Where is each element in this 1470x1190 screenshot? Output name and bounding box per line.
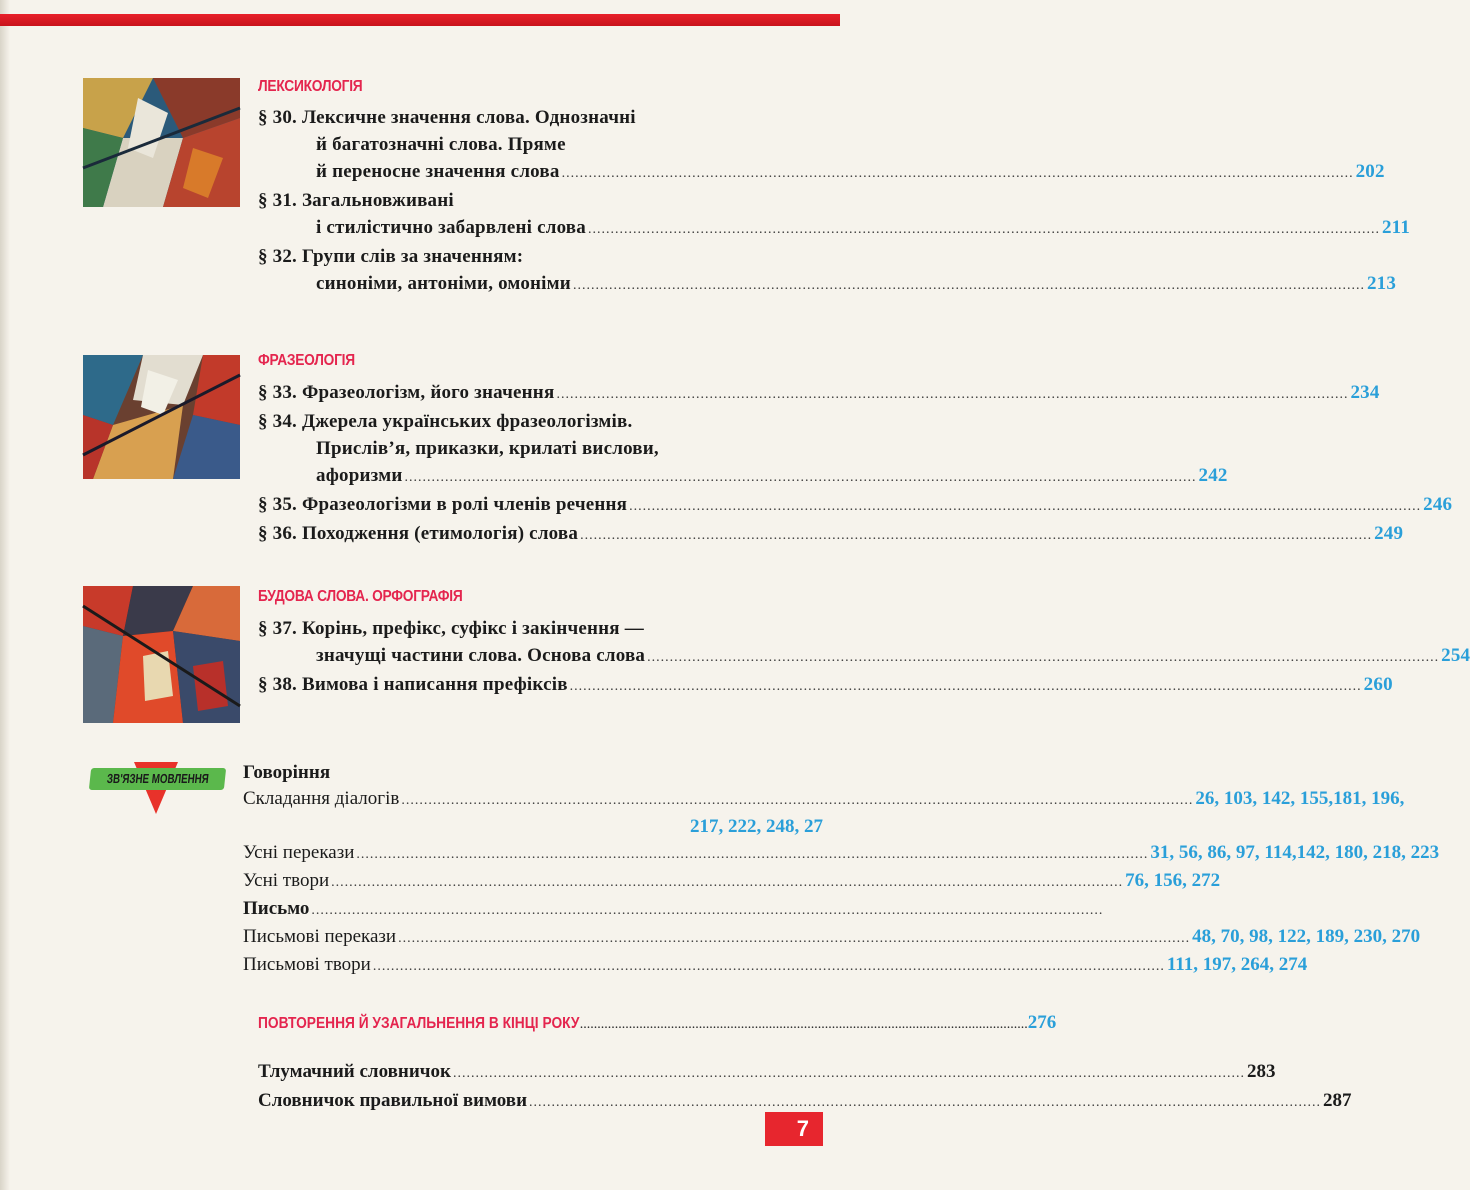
page-ref: 26, 103, 142, 155,181, 196, xyxy=(1195,788,1405,809)
page-edge xyxy=(0,0,10,1190)
toc-entry-37[interactable]: § 37. Корінь, префікс, суфікс і закінчення — значущі частини слова. Основа слова ..... 254 xyxy=(258,615,823,671)
toc-entry-31[interactable]: § 31. Загальновживані і стилістично забарвлені слова ..... 211 xyxy=(258,187,823,243)
section-heading-word-structure: БУДОВА СЛОВА. ОРФОГРАФІЯ xyxy=(258,588,463,605)
glossary-entry[interactable]: Тлумачний словничок ..... 283 xyxy=(258,1058,823,1087)
page-ref: 76, 156, 272 xyxy=(1125,870,1221,891)
appendix-list xyxy=(258,1058,1352,1116)
speech-badge: ЗВ'ЯЗНЕ МОВЛЕННЯ xyxy=(90,762,225,816)
speaking-title: Говоріння xyxy=(243,762,331,783)
top-red-bar xyxy=(0,14,840,26)
page-ref: 217, 222, 248, 27 xyxy=(690,816,823,837)
page-ref: 48, 70, 98, 122, 189, 230, 270 xyxy=(1192,926,1421,947)
toc-entry-32[interactable]: § 32. Групи слів за значенням: синоніми, антоніми, омоніми ..... 213 xyxy=(258,243,823,299)
toc-entry-35[interactable]: § 35. Фразеологізми в ролі членів речення ..... 246 xyxy=(258,491,823,520)
review-entry[interactable]: ПОВТОРЕННЯ Й УЗАГАЛЬНЕННЯ В КІНЦІ РОКУ ................................................................................................................................ 276 xyxy=(258,1012,1057,1033)
pronunciation-entry[interactable]: Словничок правильної вимови ..... 287 xyxy=(258,1087,823,1116)
section-illustration-lexicology-icon xyxy=(83,78,240,207)
toc-word-structure xyxy=(258,615,1470,700)
writing-title: Письмо ..... xyxy=(243,896,823,924)
page-ref: 234 xyxy=(1350,382,1380,403)
toc-entry-36[interactable]: § 36. Походження (етимологія) слова ..... 249 xyxy=(258,520,823,549)
oral-essays-row[interactable]: Усні твори ..... 76, 156, 272 xyxy=(243,868,823,896)
page-ref: 31, 56, 86, 97, 114,142, 180, 218, 223 xyxy=(1150,842,1440,863)
page-ref: 249 xyxy=(1374,523,1404,544)
page-number: 7 xyxy=(765,1112,823,1146)
page-ref: 202 xyxy=(1355,161,1385,182)
page-ref: 242 xyxy=(1198,465,1228,486)
section-illustration-word-structure-icon xyxy=(83,586,240,723)
page-ref: 211 xyxy=(1381,217,1411,238)
page-ref: 213 xyxy=(1366,273,1397,294)
section-heading-phraseology: ФРАЗЕОЛОГІЯ xyxy=(258,352,355,369)
oral-retell-row[interactable]: Усні перекази ..... 31, 56, 86, 97, 114,142, 180, 218, 223 xyxy=(243,840,823,868)
dialogues-row[interactable]: Складання діалогів ..... 26, 103, 142, 155,181, 196, xyxy=(243,786,823,814)
page-ref: 254 xyxy=(1441,645,1470,666)
toc-lexicology xyxy=(258,104,1411,299)
page-ref: 287 xyxy=(1323,1090,1352,1111)
written-retell-row[interactable]: Письмові перекази ..... 48, 70, 98, 122, 189, 230, 270 xyxy=(243,924,823,952)
page-ref: 283 xyxy=(1246,1061,1276,1082)
speech-list xyxy=(243,760,1440,980)
toc-entry-38[interactable]: § 38. Вимова і написання префіксів ..... 260 xyxy=(258,671,823,700)
section-heading-lexicology: ЛЕКСИКОЛОГІЯ xyxy=(258,78,363,95)
page-ref: 246 xyxy=(1423,494,1453,515)
toc-entry-30[interactable]: § 30. Лексичне значення слова. Однозначні й багатозначні слова. Пряме й переносне значення слова ..... 202 xyxy=(258,104,823,187)
section-illustration-phraseology-icon xyxy=(83,355,240,479)
toc-entry-34[interactable]: § 34. Джерела українських фразеологізмів. Прислів’я, приказки, крилаті вислови, афоризми ..... 242 xyxy=(258,408,823,491)
page-ref: 276 xyxy=(1027,1012,1057,1033)
toc-entry-33[interactable]: § 33. Фразеологізм, його значення ..... 234 xyxy=(258,379,823,408)
page-ref: 111, 197, 264, 274 xyxy=(1166,954,1308,975)
page-ref: 260 xyxy=(1363,674,1393,695)
written-essays-row[interactable]: Письмові твори ..... 111, 197, 264, 274 xyxy=(243,952,823,980)
toc-phraseology xyxy=(258,379,1453,549)
